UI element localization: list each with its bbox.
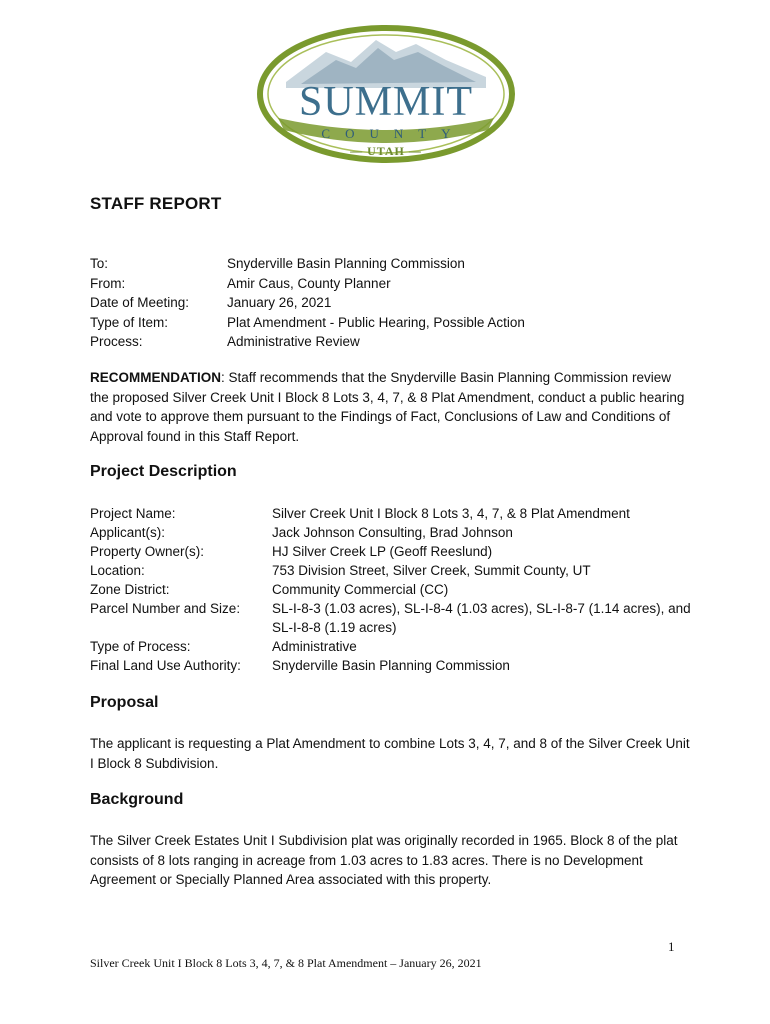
meta-row-date (90, 293, 525, 313)
meta-value: Plat Amendment - Public Hearing, Possible Action (227, 314, 525, 330)
meta-row-type (90, 313, 525, 333)
meta-row-process (90, 332, 525, 352)
project-label: Type of Process: (90, 639, 191, 654)
proposal-paragraph: The applicant is requesting a Plat Amendment to combine Lots 3, 4, 7, and 8 of the Silver Creek Unit I Block 8 Subdivision. (90, 736, 690, 771)
project-value: Community Commercial (CC) (272, 582, 449, 597)
project-value: Snyderville Basin Planning Commission (272, 658, 510, 673)
project-row (90, 542, 692, 561)
project-label: Zone District: (90, 582, 170, 597)
page-footer: Silver Creek Unit I Block 8 Lots 3, 4, 7, & 8 Plat Amendment – January 26, 2021 (90, 956, 482, 970)
project-label: Parcel Number and Size: (90, 601, 241, 616)
meta-label: From: (90, 275, 126, 291)
logo-utah-text: — UTAH — (350, 144, 422, 158)
meta-value: Amir Caus, County Planner (227, 275, 391, 291)
page-number: 1 (668, 939, 675, 954)
project-label: Applicant(s): (90, 525, 166, 540)
background-paragraph: The Silver Creek Estates Unit I Subdivision plat was originally recorded in 1965. Block 8 of the plat consists of 8 lots ranging in acreage from 1.03 acres to 1.83 acres. There is no Development Agreement or Specially Planned Area associated with this property. (90, 833, 678, 887)
proposal-heading: Proposal (90, 694, 159, 711)
project-row (90, 561, 692, 580)
recommendation-paragraph (90, 368, 690, 446)
project-value: Jack Johnson Consulting, Brad Johnson (272, 525, 513, 540)
project-row (90, 656, 692, 675)
project-description-heading: Project Description (90, 463, 237, 480)
project-label: Final Land Use Authority: (90, 658, 241, 673)
project-label: Property Owner(s): (90, 544, 205, 559)
project-value: Silver Creek Unit I Block 8 Lots 3, 4, 7, & 8 Plat Amendment (272, 506, 630, 521)
project-row (90, 637, 692, 656)
meta-row-to (90, 254, 525, 274)
logo-summit-text: SUMMIT (298, 79, 474, 125)
project-value: HJ Silver Creek LP (Geoff Reeslund) (272, 544, 493, 559)
recommendation-label: RECOMMENDATION (90, 370, 221, 385)
background-heading: Background (90, 791, 184, 808)
meta-label: To: (90, 256, 109, 271)
logo-county-text: COUNTY (321, 126, 466, 141)
project-value: SL-I-8-3 (1.03 acres), SL-I-8-4 (1.03 acres), SL-I-8-7 (1.14 acres), and SL-I-8-8 (1.19 acres) (272, 601, 691, 635)
meta-value: Snyderville Basin Planning Commission (227, 256, 465, 271)
project-label: Location: (90, 563, 145, 578)
meta-label: Process: (90, 334, 143, 349)
project-row (90, 599, 692, 637)
summit-county-logo (256, 22, 516, 172)
project-row (90, 504, 692, 523)
project-row (90, 523, 692, 542)
recommendation-text: : Staff recommends that the Snyderville Basin Planning Commission review the proposed Silver Creek Unit I Block 8 Lots 3, 4, 7, & 8 Plat Amendment, conduct a public hearing and vote to approve them pursuant to the Findings of Fact, Conclusions of Law and Conditions of Approval found in this Staff Report. (90, 370, 685, 444)
project-row (90, 580, 692, 599)
report-meta (90, 254, 525, 352)
meta-value: Administrative Review (227, 334, 360, 349)
meta-label: Type of Item: (90, 314, 169, 330)
project-label: Project Name: (90, 506, 176, 521)
meta-value: January 26, 2021 (227, 295, 332, 310)
meta-row-from (90, 274, 525, 294)
project-details (90, 504, 692, 675)
project-value: Administrative (272, 639, 357, 654)
project-value: 753 Division Street, Silver Creek, Summit County, UT (272, 563, 591, 578)
meta-label: Date of Meeting: (90, 295, 190, 310)
report-title: STAFF REPORT (90, 194, 222, 213)
